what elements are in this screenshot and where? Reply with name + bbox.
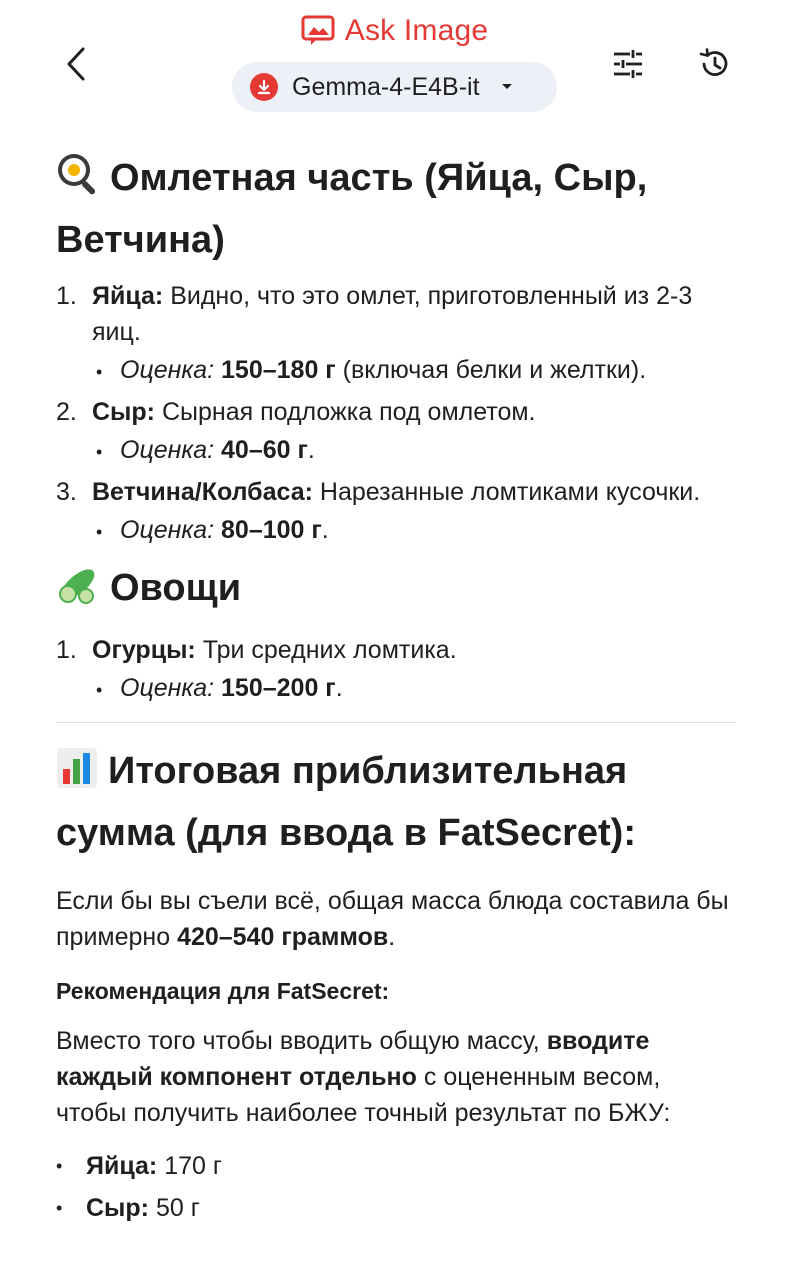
item-text: Нарезанные ломтиками кусочки. (312, 478, 701, 506)
text: Вместо того чтобы вводить общую массу, (56, 1027, 547, 1055)
recommendation-heading: Рекомендация для FatSecret: (56, 978, 390, 1004)
section-heading-omelet (56, 150, 736, 268)
model-selector[interactable] (232, 62, 557, 112)
item-value: 50 г (149, 1194, 200, 1222)
estimate-note: . (307, 436, 315, 464)
tune-icon (612, 50, 644, 78)
estimate-label: Оценка: (120, 356, 215, 384)
cucumber-icon (56, 562, 100, 622)
section-heading-text: Омлетная часть (Яйца, Сыр, Ветчина) (56, 157, 648, 261)
list-number: 2. (56, 398, 77, 426)
list-item (56, 474, 736, 550)
list-item (56, 632, 736, 708)
estimate-note: . (335, 674, 343, 702)
list-number: 3. (56, 478, 77, 506)
list-item: • Яйца: 170 г (56, 1152, 222, 1180)
text: Если бы вы съели всё, общая масса блюда составила бы примерно (56, 887, 729, 951)
list-number: 1. (56, 636, 77, 664)
text: с оцененным весом, чтобы получить наиболее точный результат по БЖУ: (56, 1063, 671, 1127)
total-paragraph (56, 883, 736, 955)
section-heading-total (56, 743, 736, 861)
frying-pan-egg-icon (56, 152, 100, 212)
item-text: Видно, что это омлет, приготовленный из 2-3 яиц. (92, 282, 693, 346)
list-item: • Сыр: 50 г (56, 1194, 200, 1222)
estimate-note: (включая белки и желтки). (335, 356, 647, 384)
bar-chart-icon (56, 747, 98, 805)
item-label: Сыр: (92, 398, 156, 426)
download-icon (250, 73, 278, 101)
list-number: 1. (56, 282, 77, 310)
estimate-note: . (321, 516, 329, 544)
list-item (56, 278, 736, 390)
divider (56, 722, 736, 723)
component-list (56, 1145, 736, 1229)
caret-down-icon (500, 82, 514, 92)
app-title: Ask Image (344, 14, 489, 47)
image-icon (301, 15, 335, 47)
chevron-left-icon (65, 46, 87, 82)
total-mass: 420–540 граммов (177, 923, 389, 951)
estimate-line: • Оценка: 40–60 г. (96, 436, 315, 464)
item-value: 170 г (157, 1152, 222, 1180)
list-item (56, 394, 736, 470)
item-text: Три средних ломтика. (195, 636, 457, 664)
item-label: Яйца: (92, 282, 164, 310)
model-name: Gemma-4-E4B-it (292, 72, 480, 101)
section-heading-text: Итоговая приблизительная сумма (для ввода в FatSecret): (56, 750, 636, 854)
item-label: Огурцы: (92, 636, 196, 664)
omelet-list (56, 278, 736, 550)
section-heading-vegetables (56, 560, 736, 622)
estimate-value: 40–60 г (221, 436, 308, 464)
estimate-value: 150–180 г (221, 356, 336, 384)
top-bar (0, 0, 789, 125)
section-heading-text: Овощи (110, 567, 242, 609)
item-label: Ветчина/Колбаса: (92, 478, 313, 506)
recommendation-paragraph (56, 1023, 736, 1131)
response-content (56, 150, 736, 1229)
vegetables-list (56, 632, 736, 708)
estimate-label: Оценка: (120, 674, 215, 702)
estimate-line: • Оценка: 80–100 г. (96, 516, 329, 544)
estimate-line: • Оценка: 150–200 г. (96, 674, 343, 702)
estimate-value: 150–200 г (221, 674, 336, 702)
estimate-value: 80–100 г (221, 516, 322, 544)
item-label: Сыр: (86, 1194, 150, 1222)
estimate-label: Оценка: (120, 436, 215, 464)
estimate-label: Оценка: (120, 516, 215, 544)
settings-button[interactable] (608, 44, 648, 84)
app-title-row (0, 14, 789, 48)
text: . (388, 923, 396, 951)
estimate-line: • Оценка: 150–180 г (включая белки и желтки). (96, 356, 647, 384)
history-button[interactable] (694, 44, 734, 84)
back-button[interactable] (56, 42, 96, 86)
item-label: Яйца: (86, 1152, 158, 1180)
emphasis: вводите каждый компонент отдельно (56, 1027, 650, 1091)
item-text: Сырная подложка под омлетом. (155, 398, 536, 426)
history-icon (698, 48, 730, 80)
